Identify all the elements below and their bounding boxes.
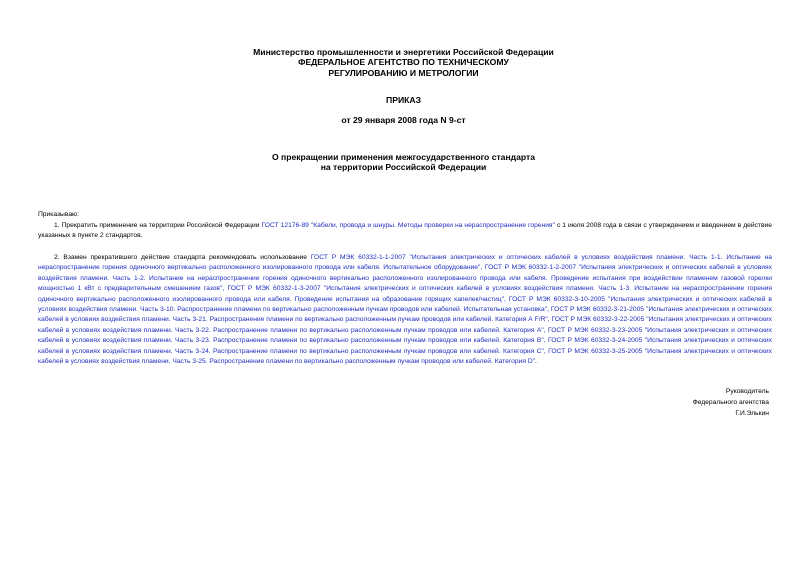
subject-line2: на территории Российской Федерации: [320, 162, 487, 173]
order-word: Приказываю:: [38, 211, 79, 218]
p1-text-suffix: с 1 июля 2008 года в связи с утверждением и введением в действие указанных в пункте 2 стандартов.: [38, 222, 772, 240]
subject-line1: О прекращении применения межгосударственного стандарта: [271, 152, 536, 162]
agency-name-line1: ФЕДЕРАЛЬНОЕ АГЕНТСТВО ПО ТЕХНИЧЕСКОМУ: [298, 57, 509, 68]
document-type: ПРИКАЗ: [386, 95, 421, 105]
gost-12176-link[interactable]: ГОСТ 12176-89 "Кабели, провода и шнуры. Методы проверки на нераспространение горения": [261, 222, 555, 229]
paragraph-2: [38, 253, 772, 367]
p2-text-suffix: .: [535, 358, 537, 366]
agency-name-line2: РЕГУЛИРОВАНИЮ И МЕТРОЛОГИИ: [328, 67, 479, 78]
ministry-name: Министерство промышленности и энергетики Российской Федерации: [253, 47, 554, 57]
signatory-name: Г.И.Элькин: [735, 410, 769, 417]
p2-text-prefix: 2. Взамен прекратившего действие стандарта рекомендовать использование: [54, 254, 311, 261]
signature-block: [693, 386, 769, 419]
signatory-title-line2: Федерального агентства: [692, 399, 769, 406]
issuer-block: [0, 47, 807, 78]
replacement-standards-link[interactable]: ГОСТ Р МЭК 60332-1-1-2007 "Испытания электрических и оптических кабелей в условиях воздействия пламени. Часть 1-1. Испытание на нераспространение горения одиночного вертикально расположенного изолированного провода или кабеля. Испытательное оборудование", ГОСТ Р МЭК 60332-1-2-2007 "Испытания электрических и оптических кабелей в условиях воздействия пламени. Часть 1-2. Испытание на нераспространение горения одиночного вертикально расположенного изолированного провода или кабеля. Проведение испытания при воздействии пламенем газовой горелки мощностью 1 кВт с предварительным смешением газов", ГОСТ Р МЭК 60332-1-3-2007 "Испытания электрических и оптических кабелей в условиях воздействия пламени. Часть 1-3. Испытание на нераспространение горения одиночного вертикально расположенного изолированного провода или кабеля. Проведение испытания на образование горящих капелек/частиц", ГОСТ Р МЭК 60332-3-10-2005 "Испытания электрических и оптических кабелей в условиях воздействия пламени. Часть 3-10. Распространение пламени по вертикально расположенным пучкам проводов или кабелей. Испытательная установка", ГОСТ Р МЭК 60332-3-21-2005 "Испытания электрических и оптических кабелей в условиях воздействия пламени. Часть 3-21. Распространение пламени по вертикально расположенным пучкам проводов или кабелей. Категория А F/R", ГОСТ Р МЭК 60332-3-22-2005 "Испытания электрических и оптических кабелей в условиях воздействия пламени. Часть 3-22. Распространение пламени по вертикально расположенным пучкам проводов или кабелей. Категория А", ГОСТ Р МЭК 60332-3-23-2005 "Испытания электрических и оптических кабелей в условиях воздействия пламени. Часть 3-23. Распространение пламени по вертикально расположенным пучкам проводов или кабелей. Категория В", ГОСТ Р МЭК 60332-3-24-2005 "Испытания электрических и оптических кабелей в условиях воздействия пламени. Часть 3-24. Распространение пламени по вертикально расположенным пучкам проводов или кабелей. Категория С", ГОСТ Р МЭК 60332-3-25-2005 "Испытания электрических и оптических кабелей в условиях воздействия пламени. Часть 3-25. Распространение пламени по вертикально расположенным пучкам проводов или кабелей. Категория D": [38, 254, 772, 366]
paragraph-1: [38, 221, 772, 242]
document-subject: [0, 152, 807, 173]
p1-text-prefix: 1. Прекратить применение на территории Российской Федерации: [54, 222, 262, 229]
document-date: от 29 января 2008 года N 9-ст: [341, 115, 466, 125]
signatory-title-line1: Руководитель: [725, 388, 769, 395]
